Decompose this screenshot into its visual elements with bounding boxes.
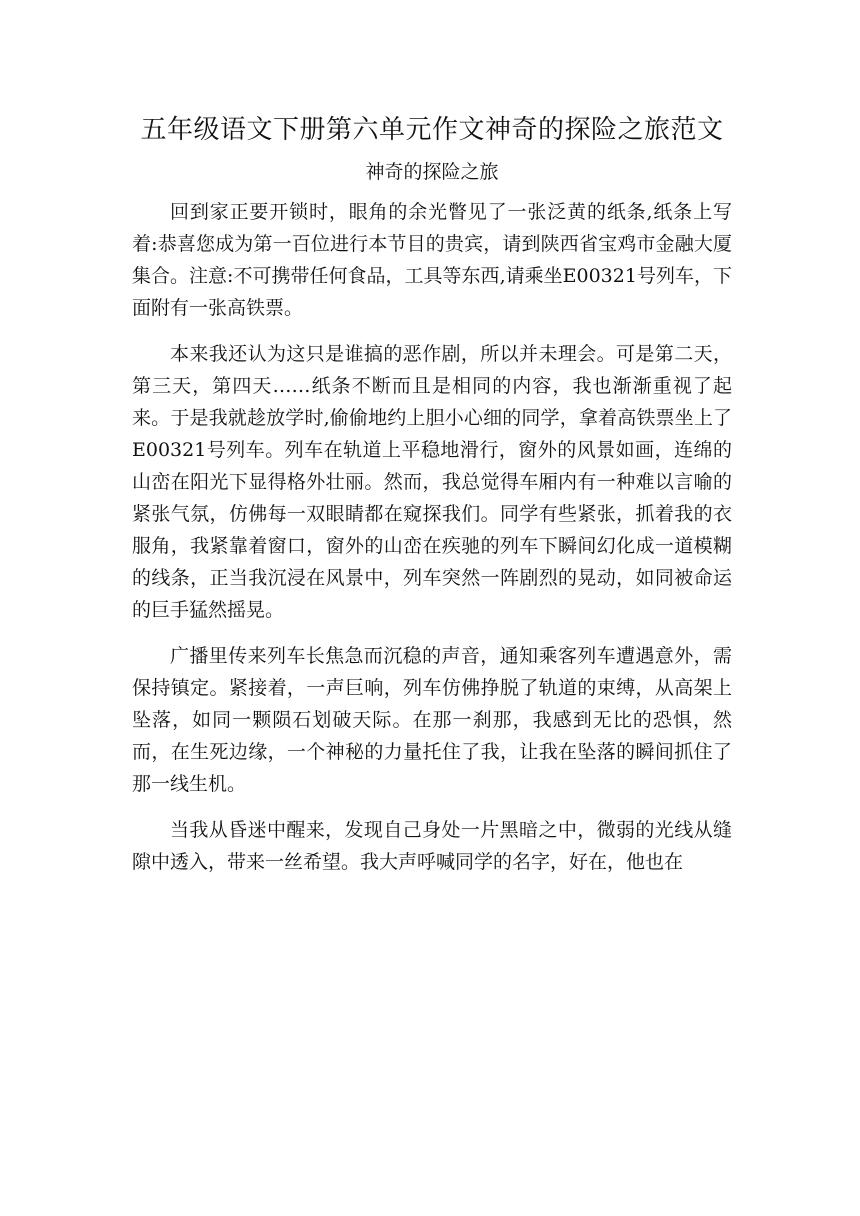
document-page: [132, 108, 732, 892]
paragraph-4: 当我从昏迷中醒来，发现自己身处一片黑暗之中，微弱的光线从缝隙中透入，带来一丝希望。我大声呼喊同学的名字，好在，他也在: [132, 819, 732, 873]
document-title: 五年级语文下册第六单元作文神奇的探险之旅范文: [140, 115, 724, 145]
paragraph-2: 本来我还认为这只是谁搞的恶作剧，所以并未理会。可是第二天，第三天，第四天……纸条不断而且是相同的内容，我也渐渐重视了起来。于是我就趁放学时,偷偷地约上胆小心细的同学，拿着高铁票坐上了E00321号列车。列车在轨道上平稳地滑行，窗外的风景如画，连绵的山峦在阳光下显得格外壮丽。然而，我总觉得车厢内有一种难以言喻的紧张气氛，仿佛每一双眼睛都在窥探我们。同学有些紧张，抓着我的衣服角，我紧靠着窗口，窗外的山峦在疾驰的列车下瞬间幻化成一道模糊的线条，正当我沉浸在风景中，列车突然一阵剧烈的晃动，如同被命运的巨手猛然摇晃。: [132, 343, 732, 621]
document-subtitle: 神奇的探险之旅: [365, 161, 499, 183]
paragraph-1: 回到家正要开锁时，眼角的余光瞥见了一张泛黄的纸条,纸条上写着:恭喜您成为第一百位进行本节目的贵宾，请到陕西省宝鸡市金融大厦集合。注意:不可携带任何食品，工具等东西,请乘坐E00321号列车，下面附有一张高铁票。: [132, 201, 732, 319]
paragraph-3: 广播里传来列车长焦急而沉稳的声音，通知乘客列车遭遇意外，需保持镇定。紧接着，一声巨响，列车仿佛挣脱了轨道的束缚，从高架上坠落，如同一颗陨石划破天际。在那一刹那，我感到无比的恐惧，然而，在生死边缘，一个神秘的力量托住了我，让我在坠落的瞬间抓住了那一线生机。: [132, 645, 732, 795]
